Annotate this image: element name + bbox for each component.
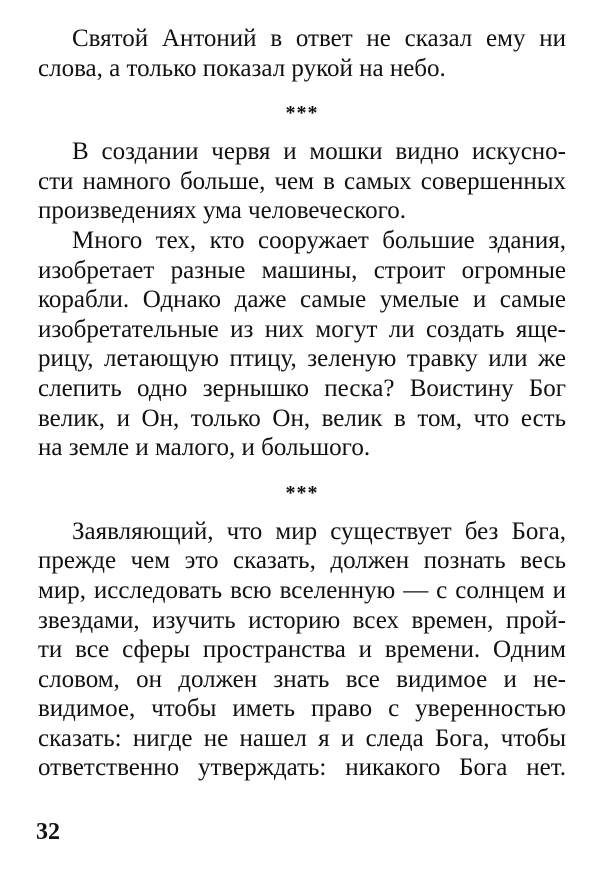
text-line: ответственно утверждать: никакого Бога нет. xyxy=(38,754,566,782)
text-line: словом, он должен знать все видимое и не- xyxy=(38,665,566,693)
text-line: видимое, чтобы иметь право с уверенностью xyxy=(38,695,566,723)
text-line: прежде чем это сказать, должен познать весь xyxy=(38,547,566,575)
text-line: сти намного больше, чем в самых совершенных xyxy=(38,167,566,195)
page-body xyxy=(38,24,566,783)
text-line: слова, а только показал рукой на небо. xyxy=(38,54,446,82)
section-separator: *** xyxy=(285,102,319,125)
text-line: Много тех, кто сооружает большие здания, xyxy=(72,226,566,254)
paragraph-creation xyxy=(38,137,566,226)
text-line: слепить одно зернышко песка? Воистину Бог xyxy=(38,374,566,402)
paragraph-builders xyxy=(38,226,566,463)
paragraph-antony xyxy=(38,24,566,83)
text-line: ти все сферы пространства и времени. Одним xyxy=(38,636,566,664)
page-number: 32 xyxy=(36,819,60,845)
text-line: Заявляющий, что мир существует без Бога, xyxy=(72,517,566,545)
text-line: В создании червя и мошки видно искусно- xyxy=(72,138,566,166)
paragraph-world xyxy=(38,517,566,783)
text-line: мир, исследовать всю вселенную — с солнцем и xyxy=(38,576,566,604)
section-separator: *** xyxy=(285,481,319,504)
text-line: произведениях ума человеческого. xyxy=(38,197,406,225)
text-line: сказать: нигде не нашел я и следа Бога, чтобы xyxy=(38,724,566,752)
text-line: звездами, изучить историю всех времен, прой- xyxy=(38,606,566,634)
text-line: изобретает разные машины, строит огромные xyxy=(38,256,566,284)
text-line: Святой Антоний в ответ не сказал ему ни xyxy=(72,25,566,52)
text-line: на земле и малого, и большого. xyxy=(38,434,371,462)
text-line: корабли. Однако даже самые умелые и самые xyxy=(38,286,566,314)
text-line: рицу, летающую птицу, зеленую травку или же xyxy=(38,345,566,373)
text-line: изобретательные из них могут ли создать яще- xyxy=(38,315,566,343)
text-line: велик, и Он, только Он, велик в том, что есть xyxy=(38,404,566,432)
